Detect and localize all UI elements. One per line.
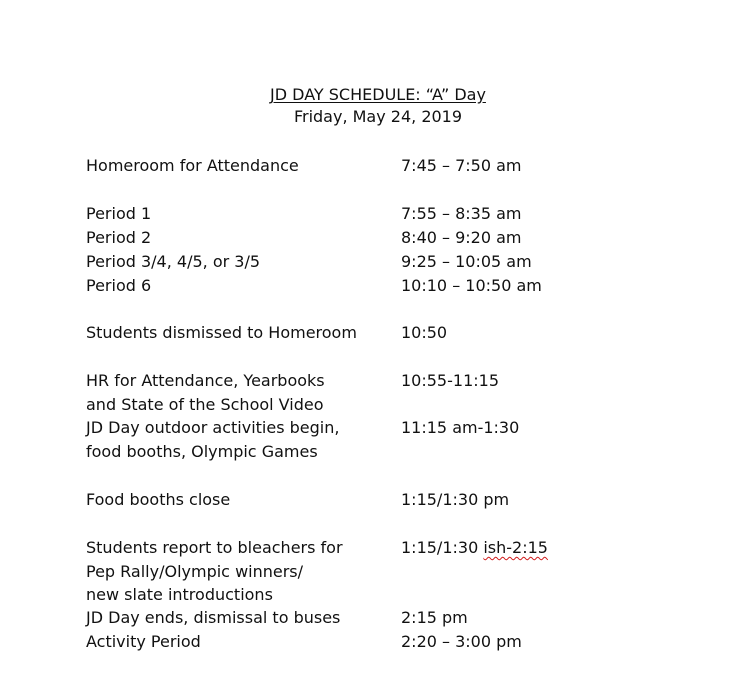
schedule-time: 8:40 – 9:20 am	[401, 228, 522, 247]
schedule-event: Period 6	[86, 276, 152, 295]
schedule-event-continued: food booths, Olympic Games	[86, 442, 318, 461]
schedule-event: Period 3/4, 4/5, or 3/5	[86, 252, 261, 271]
schedule-event: Homeroom for Attendance	[86, 156, 299, 175]
schedule-time: 11:15 am-1:30	[401, 418, 520, 437]
schedule-time	[401, 536, 548, 560]
schedule-title-text: JD DAY SCHEDULE: “A” Day	[270, 85, 486, 104]
schedule-time: 2:15 pm	[401, 608, 468, 627]
schedule-event: Food booths close	[86, 490, 231, 509]
schedule-event: HR for Attendance, Yearbooks	[86, 371, 325, 390]
schedule-time: 2:20 – 3:00 pm	[401, 632, 522, 651]
schedule-time-prefix: 1:15/1:30	[401, 538, 484, 557]
schedule-event: Students report to bleachers for	[86, 538, 343, 557]
schedule-time: 9:25 – 10:05 am	[401, 252, 532, 271]
schedule-time: 1:15/1:30 pm	[401, 490, 510, 509]
schedule-date: Friday, May 24, 2019	[293, 107, 463, 126]
spellcheck-flagged-word[interactable]: ish-2:15	[483, 538, 548, 557]
schedule-event-continued: Pep Rally/Olympic winners/	[86, 562, 304, 581]
schedule-time: 10:50	[401, 323, 448, 342]
schedule-event: Students dismissed to Homeroom	[86, 323, 357, 342]
schedule-time: 10:55-11:15	[401, 371, 499, 390]
schedule-event: JD Day outdoor activities begin,	[86, 418, 340, 437]
schedule-event: Period 1	[86, 204, 152, 223]
schedule-time: 10:10 – 10:50 am	[401, 276, 542, 295]
schedule-time: 7:45 – 7:50 am	[401, 156, 522, 175]
schedule-event-continued: and State of the School Video	[86, 395, 324, 414]
schedule-event-continued: new slate introductions	[86, 585, 273, 604]
schedule-time: 7:55 – 8:35 am	[401, 204, 522, 223]
schedule-event: JD Day ends, dismissal to buses	[86, 608, 341, 627]
schedule-event: Activity Period	[86, 632, 201, 651]
schedule-event: Period 2	[86, 228, 152, 247]
